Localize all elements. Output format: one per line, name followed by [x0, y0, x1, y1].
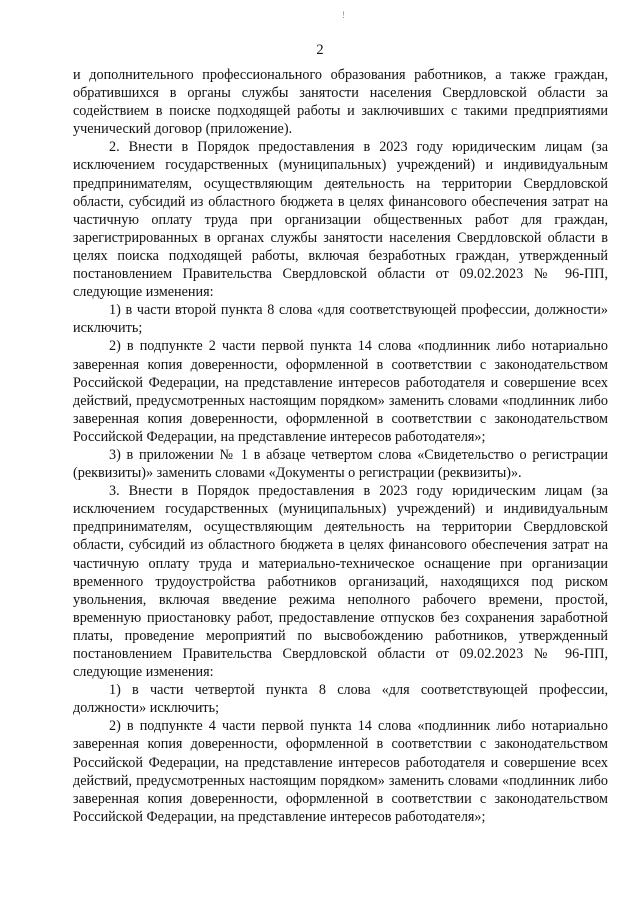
document-body — [73, 66, 608, 826]
paragraph-continuation: и дополнительного профессионального образования работников, а также граждан, обратившихся в органы службы занятости населения Свердловской области за содействием в поиске подходящей работы и заключивших с такими предприятиями ученический договор (приложение). — [73, 67, 608, 138]
paragraph-item-2-sub-1: 1) в части второй пункта 8 слова «для соответствующей профессии, должности» исключить; — [73, 302, 608, 337]
paragraph-item-2: 2. Внести в Порядок предоставления в 2023 году юридическим лицам (за исключением государственных (муниципальных) учреждений) и индивидуальным предпринимателям, осуществляющим деятельность на территории Свердловской области, субсидий из областного бюджета в целях финансового обеспечения затрат на частичную оплату труда при организации общественных работ для граждан, зарегистрированных в органах службы занятости населения Свердловской области в целях поиска подходящей работы, включая безработных граждан, утвержденный постановлением Правительства Свердловской области от 09.02.2023 № 96-ПП, следующие изменения: — [73, 139, 608, 301]
paragraph-item-2-sub-3: 3) в приложении № 1 в абзаце четвертом слова «Свидетельство о регистрации (реквизиты)» заменить словами «Документы о регистрации (реквизиты)». — [73, 446, 608, 482]
page-number: 2 — [316, 42, 324, 58]
paragraph-item-3-sub-2: 2) в подпункте 4 части первой пункта 14 слова «подлинник либо нотариально заверенная копия доверенности, оформленной в соответствии с законодательством Российской Федерации, на представление интересов работодателя и совершение всех действий, предусмотренных настоящим порядком» заменить словами «подлинник либо заверенная копия доверенности, оформленной в соответствии с законодательством Российской Федерации, на представление интересов работодателя»; — [73, 718, 608, 825]
paragraph-item-3: 3. Внести в Порядок предоставления в 2023 году юридическим лицам (за исключением государственных (муниципальных) учреждений) и индивидуальным предпринимателям, осуществляющим деятельность на территории Свердловской области, субсидий из областного бюджета в целях финансового обеспечения затрат на частичную оплату труда и материально-техническое оснащение при организации временного трудоустройства работников организаций, находящихся под риском увольнения, включая введение режима неполного рабочего времени, простой, временную приостановку работ, предоставление отпусков без сохранения заработной платы, проведение мероприятий по высвобождению работников, утвержденный постановлением Правительства Свердловской области от 09.02.2023 № 96-ПП, следующие изменения: — [73, 483, 608, 681]
scan-mark: ! — [342, 10, 345, 20]
paragraph-item-3-sub-1: 1) в части четвертой пункта 8 слова «для соответствующей профессии, должности» исключить; — [73, 682, 608, 717]
paragraph-item-2-sub-2: 2) в подпункте 2 части первой пункта 14 слова «подлинник либо нотариально заверенная копия доверенности, оформленной в соответствии с законодательством Российской Федерации, на представление интересов работодателя и совершение всех действий, предусмотренных настоящим порядком» заменить словами «подлинник либо заверенная копия доверенности, оформленной в соответствии с законодательством Российской Федерации, на представление интересов работодателя»; — [73, 338, 608, 445]
